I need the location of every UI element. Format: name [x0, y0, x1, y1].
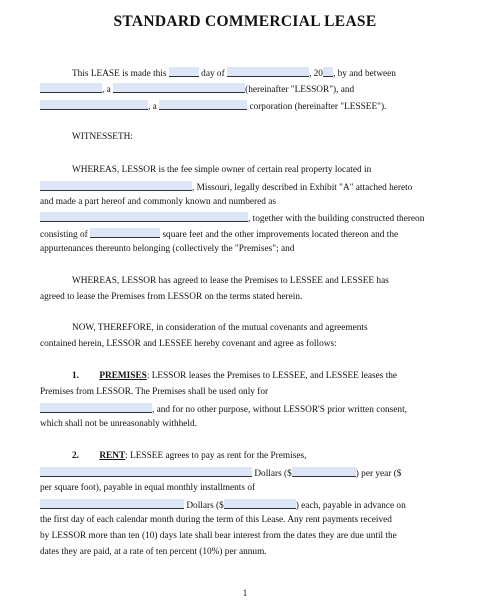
property-address-field[interactable]	[40, 212, 248, 222]
permitted-use-field[interactable]	[40, 403, 152, 413]
whereas1-line-2	[40, 181, 412, 194]
county-field[interactable]	[40, 181, 192, 191]
square-feet-field[interactable]	[90, 228, 160, 238]
intro-text: , by and between	[332, 69, 396, 79]
now-line-1: NOW, THEREFORE, in consideration of the mutual covenants and agreements	[72, 323, 368, 333]
whereas1-line-1: WHEREAS, LESSOR is the fee simple owner of certain real property located in	[72, 165, 372, 175]
page-number: 1	[242, 588, 248, 598]
rent-line-5: the first day of each calendar month during the term of this Lease. Any rent payments received	[40, 515, 392, 525]
section-heading-rent: RENT	[99, 451, 126, 461]
lessor-name-field[interactable]	[40, 83, 102, 93]
whereas2-line-1: WHEREAS, LESSOR has agreed to lease the Premises to LESSEE and LESSEE has	[72, 276, 389, 286]
whereas1-line-3: and made a part hereof and commonly known and numbered as	[40, 197, 276, 207]
rent-text: Dollars ($	[254, 469, 292, 479]
section-heading-premises: PREMISES	[99, 371, 147, 381]
rent-line-7: dates they are paid, at a rate of ten percent (10%) per annum.	[40, 547, 267, 557]
intro-text: This LEASE is made this	[72, 69, 167, 79]
annual-rent-words-field[interactable]	[40, 467, 252, 477]
intro-text: day of	[201, 69, 225, 79]
annual-rent-amount-field[interactable]	[292, 467, 356, 477]
premises-line-4: which shall not be unreasonably withheld.	[40, 419, 197, 429]
whereas1-line-6: appurtenances thereunto belonging (collectively the "Premises"; and	[40, 244, 295, 254]
monthly-rent-words-field[interactable]	[40, 499, 184, 509]
premises-line-3	[40, 403, 407, 416]
intro-text: , a	[148, 102, 157, 112]
section-number: 1.	[72, 371, 79, 381]
month-field[interactable]	[227, 67, 309, 77]
premises-line-1	[72, 371, 397, 382]
monthly-rent-amount-field[interactable]	[224, 499, 296, 509]
document-title: STANDARD COMMERCIAL LEASE	[113, 13, 377, 30]
whereas-text: , Missouri, legally described in Exhibit "A" attached hereto	[192, 183, 413, 193]
intro-text: (hereinafter "LESSOR"), and	[245, 85, 355, 95]
lessee-state-field[interactable]	[159, 100, 247, 110]
rent-text: ) each, payable in advance on	[295, 501, 406, 511]
rent-text: Dollars ($	[186, 501, 224, 511]
intro-text: , 20	[309, 69, 323, 79]
whereas2-line-2: agreed to lease the Premises from LESSOR on the terms stated herein.	[40, 292, 303, 302]
lessee-name-field[interactable]	[40, 100, 148, 110]
witnesseth-heading: WITNESSETH:	[72, 132, 133, 142]
rent-line-1	[72, 451, 306, 462]
whereas1-line-4	[40, 212, 424, 225]
whereas-text: square feet and the other improvements located thereon and the	[162, 230, 399, 240]
premises-line-2: Premises from LESSOR. The Premises shall be used only for	[40, 387, 269, 397]
day-field[interactable]	[169, 67, 199, 77]
rent-line-3	[40, 483, 255, 494]
premises-text: : LESSOR leases the Premises to LESSEE, and LESSEE leases the	[146, 371, 398, 381]
intro-line-2	[40, 83, 354, 96]
rent-text: ) per year ($	[355, 469, 402, 479]
lessor-entity-field[interactable]	[113, 83, 245, 93]
whereas-text: consisting of	[40, 230, 88, 240]
rent-line-6: by LESSOR more than ten (10) days late shall bear interest from the dates they are due until the	[40, 531, 397, 541]
rent-text: per square foot), payable in equal monthly installments of	[40, 483, 256, 493]
intro-line-1	[72, 67, 396, 80]
now-line-2: contained herein, LESSOR and LESSEE hereby covenant and agree as follows:	[40, 339, 337, 349]
premises-text: , and for no other purpose, without LESSOR'S prior written consent,	[152, 405, 407, 415]
intro-line-3	[40, 100, 386, 113]
whereas1-line-5	[40, 228, 398, 241]
rent-line-4	[40, 499, 406, 512]
year-field[interactable]	[323, 67, 333, 77]
rent-line-2	[40, 467, 401, 480]
rent-text: : LESSEE agrees to pay as rent for the Premises,	[125, 451, 307, 461]
section-number: 2.	[72, 451, 79, 461]
whereas-text: , together with the building constructed thereon	[248, 214, 425, 224]
intro-text: , a	[102, 85, 111, 95]
intro-text: corporation (hereinafter "LESSEE").	[249, 102, 387, 112]
